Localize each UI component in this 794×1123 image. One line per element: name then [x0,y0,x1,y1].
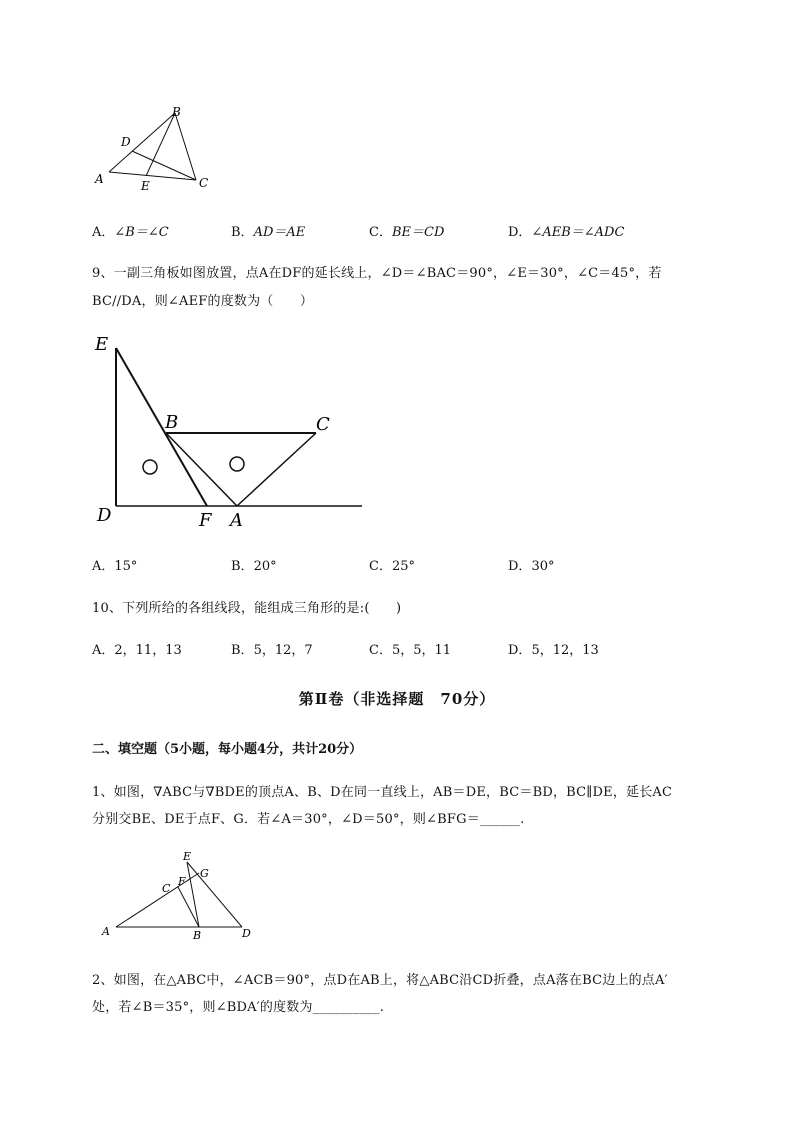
label-A: A [95,172,104,186]
option-letter: A． [92,225,115,240]
option-letter: C． [369,559,392,574]
label-C: C [199,176,209,190]
q10-option-c[interactable] [369,639,451,658]
q10-option-d[interactable] [508,639,599,658]
q10-option-a[interactable] [92,639,182,658]
option-text: ∠AEB＝∠ADC [531,225,625,240]
label-D: D [97,505,112,526]
label-G: G [200,867,209,880]
label-B: B [165,412,179,433]
option-text: 2，11，13 [114,643,182,658]
label-E: E [183,850,192,863]
option-letter: B． [231,559,254,574]
option-text: AD＝AE [253,225,306,240]
q10-option-b[interactable] [231,639,313,658]
option-text: 5，12，13 [531,643,599,658]
q8-option-d[interactable] [508,221,624,240]
label-A: A [102,925,110,938]
option-letter: A． [92,643,115,658]
q9-stem-line2: BC//DA，则∠AEF的度数为（ ） [92,294,314,309]
triangle-figure-q8 [88,100,218,195]
label-B: B [172,105,181,119]
section-heading: 二、填空题（5小题，每小题4分，共计20分） [92,742,363,757]
q9-option-c[interactable] [369,555,415,574]
label-A: A [230,510,243,531]
fill2-stem-line2: 处，若∠B＝35°，则∠BDA′的度数为__________. [92,1000,385,1015]
option-letter: D． [508,225,532,240]
option-text: ∠B＝∠C [114,225,169,240]
q9-stem-line1: 9、一副三角板如图放置，点A在DF的延长线上，∠D＝∠BAC＝90°，∠E＝30°，∠C＝45°，若 [92,266,662,281]
option-letter: D． [508,559,532,574]
label-D: D [121,135,131,149]
label-F: F [178,875,186,888]
option-letter: B． [231,225,254,240]
option-letter: B． [231,643,254,658]
part-two-title: 第Ⅱ卷（非选择题 70分） [298,690,496,708]
q9-option-b[interactable] [231,555,277,574]
q10-stem: 10、下列所给的各组线段，能组成三角形的是:( ) [92,601,402,616]
option-letter: A． [92,559,115,574]
label-F: F [199,510,212,531]
label-B: B [193,929,202,942]
triangles-figure-fill1 [96,845,266,945]
q9-option-a[interactable] [92,555,137,574]
option-text: 20° [253,559,277,574]
q9-option-d[interactable] [508,555,554,574]
label-C: C [316,414,330,435]
fill1-stem-line1: 1、如图，∇ABC与∇BDE的顶点A、B、D在同一直线上，AB＝DE，BC＝BD，BC∥DE，延长AC [92,785,673,800]
label-E: E [141,179,150,193]
set-squares-figure-q9 [90,330,370,535]
fill1-stem-line2: 分别交BE、DE于点F、G．若∠A＝30°，∠D＝50°，则∠BFG＝______. [92,812,525,827]
option-text: 5，5，11 [391,643,452,658]
option-letter: C． [369,225,392,240]
option-text: 30° [531,559,555,574]
label-C: C [162,882,171,895]
label-E: E [95,334,109,355]
option-text: BE＝CD [391,225,445,240]
option-text: 5，12，7 [253,643,313,658]
q8-option-b[interactable] [231,221,305,240]
label-D: D [242,927,251,940]
option-text: 25° [391,559,415,574]
option-letter: C． [369,643,392,658]
option-letter: D． [508,643,532,658]
option-text: 15° [114,559,138,574]
q8-option-c[interactable] [369,221,444,240]
fill2-stem-line1: 2、如图，在△ABC中，∠ACB＝90°，点D在AB上，将△ABC沿CD折叠，点A落在BC边上的点A′ [92,973,668,988]
q8-option-a[interactable] [92,221,169,240]
